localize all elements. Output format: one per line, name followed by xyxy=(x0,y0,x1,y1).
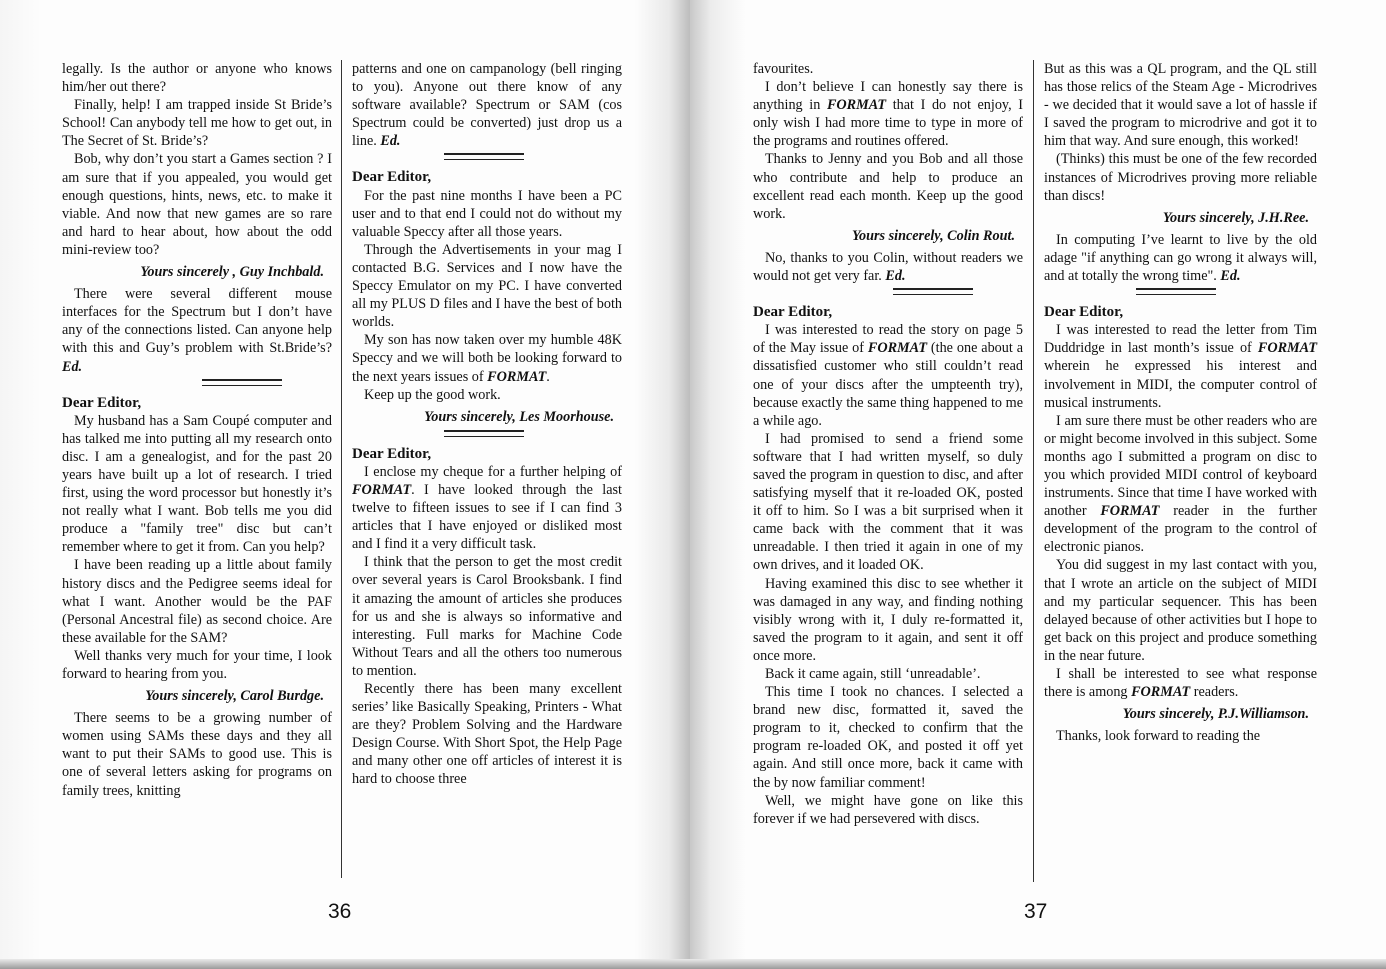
letter-paragraph xyxy=(352,187,622,241)
letter-paragraph xyxy=(753,792,1023,828)
paragraph-text: You did suggest in my last contact with you, that I wrote an article on the subject of MIDI and my particular sequencer. This has been delayed because of other activities but I hope to get back on this project and produce something in the near future. xyxy=(1044,557,1317,664)
paragraph-text: Having examined this disc to see whether it was damaged in any way, and finding nothing visibly wrong with it, I duly re-formatted it, saved the program to it again, and sent it off once more. xyxy=(753,575,1023,664)
letter-paragraph xyxy=(352,241,622,331)
paragraph-text: . I have looked through the last twelve to fifteen issues to see if I can find 3 articles that I have enjoyed or disliked most and I find it a very difficult task. xyxy=(352,481,622,553)
letter-paragraph xyxy=(753,150,1023,222)
magazine-name: FORMAT xyxy=(867,340,928,357)
left-page xyxy=(0,0,690,969)
paragraph-text: My husband has a Sam Coupé computer and has talked me into putting all my research onto disc. I am a genealogist, and for the past 20 years have built up a lot of research. I tried first, using the word processor but honestly it’s not really what I want. Bob tells me you did produce a "family tree" disc but can’t remember where to get it from. Can you help? xyxy=(62,412,332,556)
paragraph-text: Well, we might have gone on like this forever if we had persevered with discs. xyxy=(753,792,1023,827)
paragraph-text: Dear Editor, xyxy=(62,394,142,411)
editor-reply xyxy=(753,249,1023,285)
paragraph-text: In computing I’ve learnt to live by the old adage "if anything can go wrong it always will, and at totally the wrong time". xyxy=(1044,231,1317,285)
magazine-name: FORMAT xyxy=(487,368,547,385)
paragraph-text: I was interested to read the letter from Tim Duddridge in last month’s issue of xyxy=(1044,322,1317,357)
column-divider xyxy=(341,60,342,878)
paragraph-text: Dear Editor, xyxy=(1044,304,1124,321)
letter-paragraph xyxy=(1044,150,1317,204)
letter-signature xyxy=(753,227,1015,245)
paragraph-text: I don’t believe I can honestly say there is anything in xyxy=(753,79,1023,114)
paragraph-text: Back it came again, still ‘unreadable’. xyxy=(765,666,981,682)
letter-paragraph xyxy=(352,680,622,789)
paragraph-text: Well thanks very much for your time, I look forward to hearing from you. xyxy=(62,647,332,682)
editor-mark: Ed. xyxy=(62,358,83,375)
paragraph-text: Thanks to Jenny and you Bob and all those who contribute and help to produce an excellent read each month. Keep up the good work. xyxy=(753,151,1023,222)
letter-paragraph xyxy=(1044,727,1317,745)
editor-reply xyxy=(62,709,332,799)
left-page-column-2 xyxy=(352,60,622,789)
letter-paragraph xyxy=(352,463,622,553)
letter-signature xyxy=(1044,209,1309,227)
magazine-name: FORMAT xyxy=(1131,684,1191,701)
magazine-name: FORMAT xyxy=(1100,503,1160,520)
editor-mark: Ed. xyxy=(380,133,401,150)
paragraph-text: I shall be interested to see what response there is among xyxy=(1044,666,1317,701)
separator-rule xyxy=(444,153,524,160)
letter-paragraph xyxy=(62,96,332,150)
paragraph-text: Yours sincerely, Carol Burdge. xyxy=(145,688,324,705)
paragraph-text: I enclose my cheque for a further helping of xyxy=(364,463,622,480)
letter-paragraph xyxy=(352,553,622,680)
letter-paragraph xyxy=(753,78,1023,150)
right-page-column-1 xyxy=(753,60,1023,828)
magazine-name: FORMAT xyxy=(826,97,887,114)
paragraph-text: There seems to be a growing number of women using SAMs these days and they all want to put their SAMs to good use. This is one of several letters asking for programs on family trees, knitting xyxy=(62,710,332,799)
page-edge-shadow xyxy=(0,959,1386,969)
letter-paragraph xyxy=(753,60,1023,78)
paragraph-text: I am sure there must be other readers who are or might become involved in this subject. Some months ago I submitted a program on disc to you which provided MIDI control of keyboard instruments. Since that time I have worked with another xyxy=(1044,412,1317,520)
paragraph-text: Dear Editor, xyxy=(352,445,432,462)
separator-rule xyxy=(202,379,282,386)
letter-paragraph xyxy=(1044,665,1317,701)
paragraph-text: There were several different mouse interfaces for the Spectrum but I don’t have any of the connections listed. Can anyone help with this and Guy’s problem with St.Bride’s? xyxy=(62,286,332,357)
letter-paragraph xyxy=(62,556,332,646)
letter-signature xyxy=(1044,705,1309,723)
letter-signature xyxy=(62,263,324,281)
paragraph-text: Bob, why don’t you start a Games section ? I am sure that if you appealed, you would get enough questions, hints, news, etc. to make it viable. And now that new games are so rare and hard to hear about, how about the odd mini-review too? xyxy=(62,151,332,258)
paragraph-text: Dear Editor, xyxy=(352,169,432,186)
paragraph-text: Recently there has been many excellent series’ like Basically Speaking, Printers - What are they? Problem Solving and the Hardware Design Course. With Short Spot, the Help Page and many other one off articles of interest it is hard to choose three xyxy=(352,681,622,788)
letter-paragraph xyxy=(1044,556,1317,665)
letter-paragraph xyxy=(753,575,1023,665)
paragraph-text: Finally, help! I am trapped inside St Bride’s School! Can anybody tell me how to get out, in The Secret of St. Bride’s? xyxy=(62,97,332,150)
letter-paragraph xyxy=(1044,412,1317,557)
paragraph-text: I think that the person to get the most credit over several years is Carol Brooksbank. I find it amazing the amount of articles she produces for us and she is always so informative and interesting. Full marks for Machine Code Without Tears and all the others too numerous to mention. xyxy=(352,554,622,679)
paragraph-text: patterns and one on campanology (bell ringing to you). Anyone out there know of any software available? Spectrum or SAM (cos Spectrum could be converted) just drop us a line. xyxy=(352,61,622,150)
paragraph-text: I was interested to read the story on page 5 of the May issue of xyxy=(753,322,1023,357)
letter-salutation xyxy=(753,303,1023,321)
paragraph-text: legally. Is the author or anyone who knows him/her out there? xyxy=(62,61,332,96)
letter-paragraph xyxy=(352,386,622,404)
paragraph-text: Yours sincerely, J.H.Ree. xyxy=(1162,209,1309,226)
paragraph-text: Keep up the good work. xyxy=(364,386,501,403)
letter-signature xyxy=(62,687,324,705)
paragraph-text: that I do not enjoy, I only wish I had more time to type in more of the programs and routines offered. xyxy=(753,97,1024,150)
paragraph-text: readers. xyxy=(1190,684,1239,701)
paragraph-text: Thanks, look forward to reading the xyxy=(1056,728,1261,745)
paragraph-text: (Thinks) this must be one of the few recorded instances of Microdrives proving more reliable than discs! xyxy=(1044,151,1317,204)
paragraph-text: This time I took no chances. I selected a brand new disc, formatted it, saved the program to it, checked to confirm that the program re-loaded OK, and posted it off yet again. And still once more, back it came with the by now familiar comment! xyxy=(753,684,1023,791)
column-divider xyxy=(1033,60,1034,882)
letter-paragraph xyxy=(62,412,332,557)
magazine-name: FORMAT xyxy=(352,481,412,498)
editor-reply xyxy=(62,285,332,375)
paragraph-text: But as this was a QL program, and the QL still has those relics of the Steam Age - Microdrives - we decided that it would save a lot of hassle if I saved the program to microdrive and got it to him that way. And sure enough, this worked! xyxy=(1044,61,1317,150)
letter-paragraph xyxy=(753,665,1023,683)
letter-paragraph xyxy=(753,430,1023,575)
letter-paragraph xyxy=(1044,321,1317,411)
page-number: 36 xyxy=(328,900,352,923)
separator-rule xyxy=(893,288,973,295)
letter-paragraph xyxy=(1044,60,1317,150)
paragraph-text: (the one about a dissatisfied customer who still couldn’t read one of your discs after the umpteenth try), because exactly the same thing happened to me a while ago. xyxy=(753,340,1023,429)
letter-paragraph xyxy=(62,647,332,683)
paragraph-text: I had promised to send a friend some software that I had written myself, so duly saved the program in question to disc, and after satisfying myself that it re-loaded OK, posted it off to him. So I was a bit surprised when it came back with the comment that it was unreadable. I then tried it again in one of my own drives, and it loaded OK. xyxy=(753,430,1023,574)
right-page xyxy=(690,0,1386,969)
editor-mark: Ed. xyxy=(885,268,906,285)
paragraph-text: No, thanks to you Colin, without readers we would not get very far. xyxy=(753,249,1023,285)
separator-rule xyxy=(1136,288,1216,295)
editor-reply xyxy=(1044,231,1317,285)
paragraph-text: Through the Advertisements in your mag I contacted B.G. Services and I now have the Speccy Emulator on my PC. I have converted all my PLUS D files and I have the best of both worlds. xyxy=(352,241,622,331)
separator-rule xyxy=(444,430,524,437)
left-page-column-1 xyxy=(62,60,332,800)
right-page-column-2 xyxy=(1044,60,1317,745)
letter-paragraph xyxy=(352,331,622,385)
letter-paragraph xyxy=(753,321,1023,430)
letter-salutation xyxy=(62,394,332,412)
letter-salutation xyxy=(1044,303,1317,321)
paragraph-text: Yours sincerely, Les Moorhouse. xyxy=(424,408,614,425)
paragraph-text: For the past nine months I have been a PC user and to that end I could not do without my valuable Speccy after all those years. xyxy=(352,187,622,240)
paragraph-text: My son has now taken over my humble 48K Speccy and we will both be looking forward to the next years issues of xyxy=(352,332,622,385)
letter-salutation xyxy=(352,445,622,463)
paragraph-text: favourites. xyxy=(753,61,814,77)
paragraph-text: Dear Editor, xyxy=(753,304,833,321)
page-number: 37 xyxy=(1024,900,1048,923)
editor-mark: Ed. xyxy=(1220,268,1241,285)
letter-paragraph xyxy=(62,60,332,96)
paragraph-text: I have been reading up a little about family history discs and the Pedigree seems ideal for what I want. Another would be the PAF (Personal Ancestral file) as second choice. Are these available for the SAM? xyxy=(62,557,332,646)
paragraph-text: Yours sincerely , Guy Inchbald. xyxy=(140,264,324,281)
paragraph-text: . xyxy=(546,368,550,385)
magazine-name: FORMAT xyxy=(1257,340,1317,357)
letter-paragraph xyxy=(62,150,332,259)
paragraph-text: wherein he expressed his interest and involvement in MIDI, the computer control of musical instruments. xyxy=(1044,358,1317,411)
paragraph-text: reader in the further development of the program to the control of electronic pianos. xyxy=(1044,503,1317,556)
paragraph-text: Yours sincerely, P.J.Williamson. xyxy=(1122,706,1309,723)
letter-signature xyxy=(352,408,614,426)
paragraph-text: Yours sincerely, Colin Rout. xyxy=(851,227,1015,244)
letter-salutation xyxy=(352,168,622,186)
letter-paragraph xyxy=(753,683,1023,792)
letter-paragraph xyxy=(352,60,622,150)
